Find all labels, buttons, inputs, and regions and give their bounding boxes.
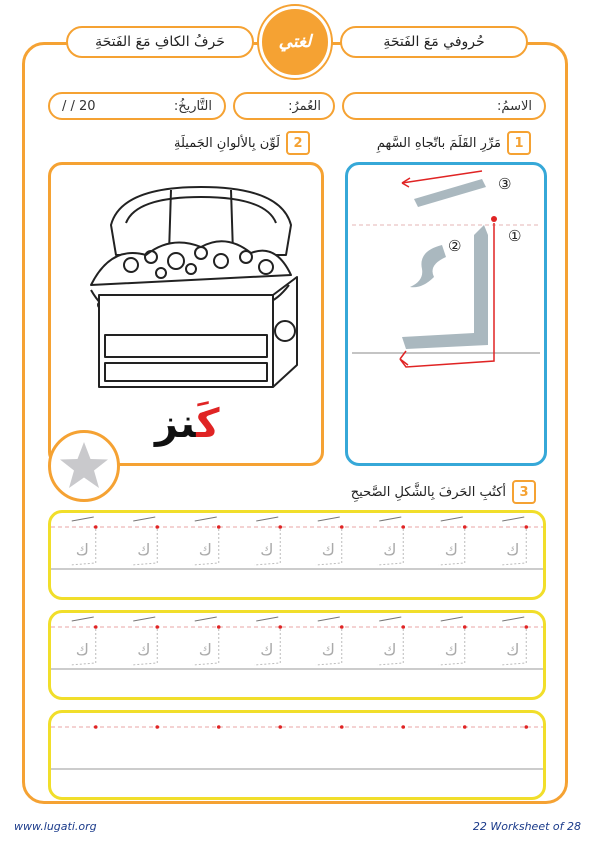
star-icon (51, 433, 117, 499)
start-dot (463, 725, 467, 729)
practice-stroke-guide (256, 617, 278, 621)
age-field[interactable] (233, 92, 335, 120)
practice-letter: ك (260, 640, 274, 659)
tracing-panel (345, 162, 547, 466)
start-dot (401, 725, 405, 729)
treasure-word-rest: نز (155, 401, 197, 447)
date-label: التَّاريخُ: (173, 98, 212, 114)
step3-number: 3 (512, 480, 536, 504)
practice-letter: ك (444, 640, 458, 659)
step2-text: لَوِّن بِالألوانِ الجَميلَةِ (174, 135, 280, 151)
start-dot (217, 625, 221, 629)
instruction-step2 (120, 131, 310, 155)
practice-guides (51, 513, 543, 597)
start-dot (155, 525, 159, 529)
practice-guides (51, 613, 543, 697)
practice-letter: ك (137, 640, 151, 659)
practice-stroke-guide (502, 617, 524, 621)
footer-page-info: 22 Worksheet of 28 (472, 820, 581, 833)
start-dot (524, 525, 528, 529)
instruction-step1 (335, 131, 531, 155)
practice-letter: ك (137, 540, 151, 559)
start-dot (278, 525, 282, 529)
footer-website[interactable]: www.lugati.org (14, 820, 97, 833)
start-dot (278, 725, 282, 729)
name-field[interactable] (342, 92, 546, 120)
stroke-label-1: ① (508, 227, 522, 245)
practice-stroke-guide (72, 517, 94, 521)
lesson-title-text: حَرفُ الكافِ مَعَ الفَتحَةِ (95, 34, 225, 50)
start-dot (524, 625, 528, 629)
practice-stroke-guide (195, 517, 217, 521)
practice-letter: ك (506, 640, 520, 659)
practice-stroke-guide (133, 617, 155, 621)
start-dot (340, 725, 344, 729)
start-dot (155, 625, 159, 629)
start-dot (401, 625, 405, 629)
practice-letter: ك (321, 640, 335, 659)
instruction-step3 (298, 480, 536, 504)
name-label: الاسمُ: (497, 98, 532, 114)
practice-stroke-guide (502, 517, 524, 521)
practice-letter: ك (383, 540, 397, 559)
practice-stroke-guide (256, 517, 278, 521)
practice-stroke-guide (379, 617, 401, 621)
start-dot (94, 525, 98, 529)
step2-number: 2 (286, 131, 310, 155)
tracing-guide (348, 165, 544, 463)
practice-letter: ك (506, 540, 520, 559)
start-dot (155, 725, 159, 729)
practice-stroke-guide (72, 617, 94, 621)
practice-letter: ك (321, 540, 335, 559)
practice-row-2[interactable] (48, 610, 546, 700)
practice-stroke-guide (441, 517, 463, 521)
start-dot (278, 625, 282, 629)
start-dot (340, 625, 344, 629)
stroke-label-3: ③ (498, 175, 512, 193)
start-dot (217, 725, 221, 729)
practice-stroke-guide (133, 517, 155, 521)
age-label: العُمرُ: (288, 98, 321, 114)
start-dot (94, 625, 98, 629)
coloring-panel (48, 162, 324, 466)
start-dot (340, 525, 344, 529)
practice-letter: ك (198, 640, 212, 659)
practice-letter: ك (75, 540, 89, 559)
step1-text: مَرِّرِ القَلَمَ باتّجاهِ السَّهمِ (376, 135, 501, 151)
treasure-word-letter: كَ (196, 401, 220, 447)
practice-letter: ك (383, 640, 397, 659)
series-title (340, 26, 528, 58)
series-title-text: حُروفي مَعَ الفَتحَةِ (383, 34, 485, 50)
practice-stroke-guide (195, 617, 217, 621)
practice-row-1[interactable] (48, 510, 546, 600)
stroke-label-2: ② (448, 237, 462, 255)
start-dot (217, 525, 221, 529)
treasure-word (155, 401, 219, 447)
start-dot (463, 525, 467, 529)
practice-guides (51, 713, 543, 797)
date-value: / / 20 (62, 98, 96, 114)
lugati-logo (259, 6, 331, 78)
practice-stroke-guide (318, 617, 340, 621)
practice-letter: ك (444, 540, 458, 559)
lesson-title (66, 26, 254, 58)
start-dot (463, 625, 467, 629)
start-dot (524, 725, 528, 729)
date-field[interactable] (48, 92, 226, 120)
start-dot (401, 525, 405, 529)
practice-letter: ك (198, 540, 212, 559)
practice-row-3[interactable] (48, 710, 546, 800)
step1-number: 1 (507, 131, 531, 155)
practice-stroke-guide (379, 517, 401, 521)
practice-letter: ك (260, 540, 274, 559)
star-badge (48, 430, 120, 502)
practice-letter: ك (75, 640, 89, 659)
practice-stroke-guide (318, 517, 340, 521)
practice-stroke-guide (441, 617, 463, 621)
logo-text: لغتي (278, 32, 312, 52)
step3-text: أكتُبِ الحَرفَ بِالشَّكلِ الصَّحيحِ (350, 484, 506, 500)
start-dot (94, 725, 98, 729)
